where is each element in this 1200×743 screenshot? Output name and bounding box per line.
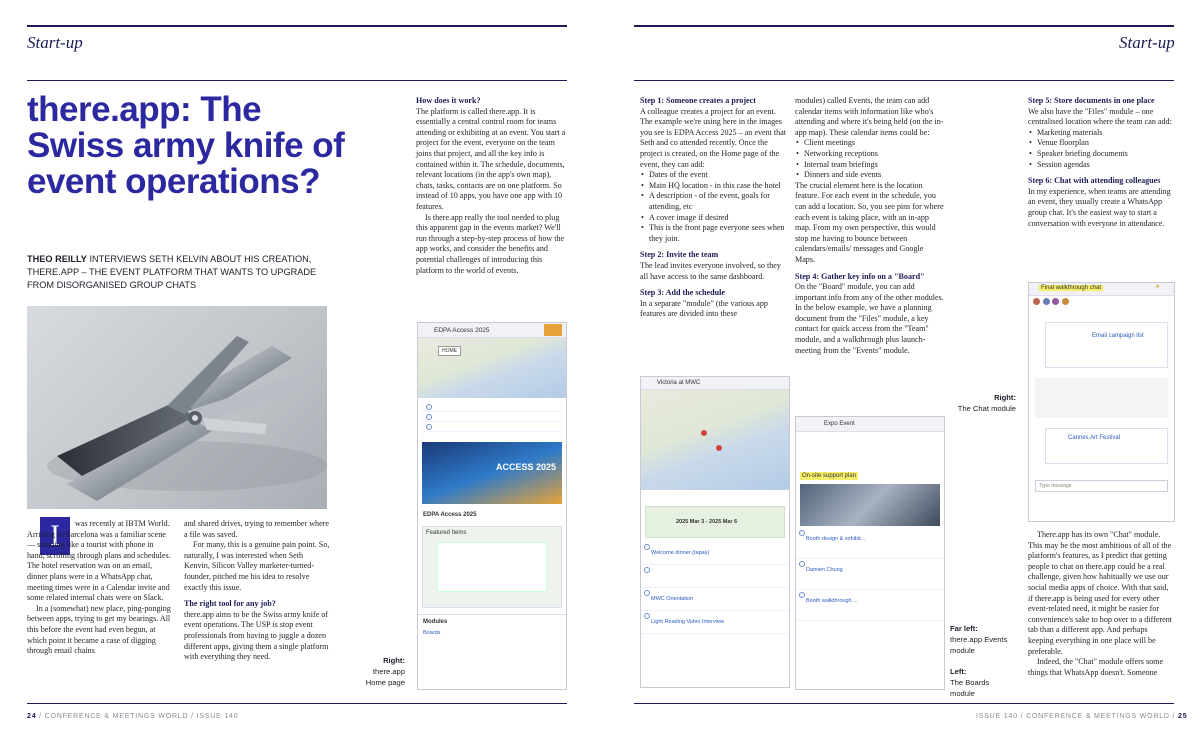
footer-rule-right [634, 703, 1174, 704]
event-item-3[interactable] [641, 611, 789, 634]
section-label-left: Start-up [27, 33, 83, 52]
modules-label: Modules [418, 614, 566, 629]
top-rule-left [27, 25, 567, 27]
header-rule-left [27, 80, 567, 81]
caption-chat-label: Right: [994, 393, 1016, 402]
map-pin-icon[interactable] [716, 445, 722, 451]
step1-list-item: • Dates of the event [649, 170, 790, 181]
drop-cap: I [40, 517, 70, 555]
footer-right [976, 713, 1187, 720]
subhead-step-3: Step 3: Add the schedule [640, 288, 725, 298]
footer-left-text: / CONFERENCE & MEETINGS WORLD / ISSUE 140 [39, 713, 239, 720]
column-steps-5-6 [1028, 96, 1173, 229]
subhead-step-4: Step 4: Gather key info on a "Board" [795, 271, 925, 281]
chat-attachment-card[interactable] [1045, 322, 1168, 368]
top-rule-right [634, 25, 1174, 27]
board-contact[interactable] [796, 559, 944, 590]
board-item-1-label: Booth design & exhibit... [806, 536, 866, 542]
board-item-1[interactable] [796, 528, 944, 559]
project-detail-row [423, 422, 561, 432]
intro-paragraph-5: there.app aims to be the Swiss army knife of event operations. The USP is stop event professionals from having to juggle a dozen different apps, giving them a single platform with everything they need. [184, 609, 329, 662]
caption-chat [950, 392, 1016, 414]
boards-module-screenshot [795, 416, 945, 690]
step4-paragraph: On the "Board" module, you can add important info from any of the other modules. In the below example, we have a planning document from the "Files" module, a key contact for quick access from the "Team" module, and a walkthrough plus launch-meeting from the "Events" module. [795, 282, 944, 355]
events-topbar [641, 377, 789, 390]
column-steps-1-3 [640, 96, 790, 320]
intro-column-2 [184, 519, 330, 663]
events-title: Victoria at MWC [657, 380, 701, 386]
multitool-photo [27, 306, 327, 509]
step6-paragraph: In my experience, when teams are attending an event, they usually create a WhatsApp group chat. It's the easiest way to start a conversation with everyone in attendance. [1028, 186, 1171, 228]
standfirst [27, 253, 337, 292]
home-card-title: EDPA Access 2025 [423, 512, 477, 518]
caption-events-label: Far left: [950, 624, 978, 633]
column-chat-text [1028, 530, 1173, 678]
subhead-right-tool: The right tool for any job? [184, 599, 276, 609]
standfirst-text: INTERVIEWS SETH KELVIN ABOUT HIS CREATION, THERE.APP – THE EVENT PLATFORM THAT WANTS TO UPGRADE FROM DISORGANISED GROUP CHATS [27, 254, 317, 290]
event-date-range: 2025 Mar 3 - 2025 Mar 6 [676, 519, 738, 525]
step3-continued: modules) called Events, the team can add calendar items with information like who's attending and where it's being held (on the in-app map). These calendar items could be: [795, 96, 944, 137]
step1-list-item: • Main HQ location - in this case the hotel [649, 181, 790, 192]
how-paragraph-1: The platform is called there.app. It is essentially a central control room for teams attending or exhibiting at an event. You start a project for the event, everyone on the team joins that project, and all the key info is contained within it. The schedule, documents, relevant locations (in the app's own map), chats, tasks, contacts are on one platform. So instead of 10 apps, you have one app with 10 features. [416, 106, 566, 211]
events-map [641, 390, 789, 490]
calendar-list-item: • Internal team briefings [804, 160, 945, 171]
footer-left [27, 713, 238, 720]
calendar-list-item: • Client meetings [804, 138, 945, 149]
footer-rule-left [27, 703, 567, 704]
avatar [1052, 298, 1059, 305]
home-project-details [418, 398, 566, 436]
boards-link[interactable]: Boards [423, 630, 441, 636]
step1-list-item: • This is the front page everyone sees when they join. [649, 223, 790, 244]
event-item-3-label: Light Reading Video Interview [651, 619, 724, 625]
column-how-it-works [416, 96, 566, 276]
caption-boards-text: The Boards module [950, 678, 990, 698]
map-pin-icon[interactable] [701, 430, 707, 436]
chat-topbar [1029, 283, 1174, 296]
event-item-1[interactable] [641, 542, 789, 565]
board-item-2[interactable] [796, 590, 944, 621]
step1-paragraph: A colleague creates a project for an event. The example we're using here in the images you see is EDPA Access 2025 – an event that Seth and co attended recently. Once the project is created, on the Home page of the event, they can add: [640, 106, 787, 169]
step3-paragraph: In a separate "module" (the various app features are divided into these [640, 298, 768, 319]
avatar [1043, 298, 1050, 305]
featured-items-label[interactable]: Featured Items [426, 530, 467, 536]
chat-participants [1029, 296, 1174, 312]
cover-banner-text: ACCESS 2025 [495, 462, 556, 472]
board-photo [800, 484, 940, 526]
avatar [1033, 298, 1040, 305]
subhead-step-5: Step 5: Store documents in one place [1028, 96, 1155, 105]
step1-list [640, 170, 790, 244]
files-list-item: • Session agendas [1037, 160, 1173, 171]
intro-paragraph-1: was recently at IBTM World. Arriving in Barcelona was a familiar scene — standing like a tourist with phone in hand, scrolling through plans and schedules. The hotel reservation was on an email, dinner plans were in a WhatsApp chat, meeting times were in a Calendar invite and some related internal chats were on Slack. [27, 519, 171, 603]
step2-paragraph: The lead invites everyone involved, so they all have access to the same dashboard. [640, 260, 781, 281]
caption-boards [950, 666, 1010, 699]
board-item-2-label: Booth walkthrough ... [806, 598, 858, 604]
avatar [1062, 298, 1069, 305]
home-map [418, 338, 566, 398]
home-topbar [418, 323, 566, 338]
chat-paragraph-1: There.app has its own "Chat" module. This may be the most ambitious of all of the platform's features, as I predict that getting people to chat on there.app could be a real challenge, given how habitually we use our social media apps of choice. With that said, if there.app is being used for every other event-related need, it might be easier for convenience's sake to hop over to a different tab than a different app. And perhaps keeping everything in one place will be preferable. [1028, 530, 1173, 656]
board-title: Expo Event [824, 421, 855, 427]
event-date-card [645, 506, 785, 538]
footer-right-text: ISSUE 140 / CONFERENCE & MEETINGS WORLD / [976, 713, 1176, 720]
chat-attachment-title: Email campaign list [1092, 333, 1144, 339]
caption-chat-text: The Chat module [957, 404, 1016, 413]
event-item-1-label: Welcome dinner (tapas) [651, 550, 710, 556]
chat-event-card[interactable] [1045, 428, 1168, 464]
files-list-item: • Speaker briefing documents [1037, 149, 1173, 160]
subhead-how-it-works: How does it work? [416, 96, 481, 105]
multitool-illustration [27, 306, 327, 509]
caption-boards-label: Left: [950, 667, 967, 676]
intro-column-1 [27, 519, 172, 657]
step1-list-item: • A cover image if desired [649, 213, 790, 224]
event-item-2[interactable] [641, 588, 789, 611]
intro-paragraph-4: For many, this is a genuine pain point. So, naturally, I was interested when Seth Kenvin, Silicon Valley marketer-turned-founder, pitched me his idea to resolve exactly this issue. [184, 540, 330, 592]
intro-paragraph-3: and shared drives, trying to remember where a file was saved. [184, 519, 329, 539]
chat-event-title: Cannes Art Festival [1068, 435, 1121, 441]
chat-module-screenshot [1028, 282, 1175, 522]
home-cover-image [422, 442, 562, 504]
intro-paragraph-2: In a (somewhat) new place, ping-ponging between apps, trying to get my bearings. All this before the event had even begun, at which point it became a case of digging through email chains [27, 603, 171, 656]
files-list [1028, 128, 1173, 170]
events-module-screenshot [640, 376, 790, 688]
star-icon[interactable]: ★ [1155, 284, 1160, 290]
how-paragraph-2: Is there.app really the tool needed to plug this apparent gap in the events market? We'll run through a step-by-step process of how the app works, and consider the benefits and potential challenges of introducing this platform to the world of events. [416, 212, 565, 275]
caption-home-text: there.app Home page [365, 667, 405, 687]
featured-items-panel [422, 526, 562, 608]
event-logo-icon [544, 324, 562, 336]
header-rule-right [634, 80, 1174, 81]
chat-message-text [1035, 378, 1168, 418]
board-contact-name: Damien Chung [806, 567, 843, 573]
home-page-screenshot [417, 322, 567, 690]
home-tab: HOME [438, 346, 461, 356]
caption-events [950, 623, 1010, 656]
files-list-item: • Marketing materials [1037, 128, 1173, 139]
event-item-blank[interactable] [641, 565, 789, 588]
author-name: THEO REILLY [27, 254, 87, 264]
chat-message-input[interactable]: Type message [1035, 480, 1168, 492]
subhead-step-1: Step 1: Someone creates a project [640, 96, 756, 105]
step5-paragraph: We also have the "Files" module – one centralised location where the team can add: [1028, 106, 1172, 127]
caption-home [360, 655, 405, 688]
calendar-list-item: • Dinners and side events [804, 170, 945, 181]
calendar-items-list [795, 138, 945, 180]
event-item-2-label: MWC Orientation [651, 596, 694, 602]
calendar-list-item: • Networking receptions [804, 149, 945, 160]
location-paragraph: The crucial element here is the location feature. For each event in the schedule, you can add a location. So, you see pins for where each event is taking place, with an in-app map. From my own perspective, this would stop me having to bounce between calendars/emails/ messages and Google Maps. [795, 180, 944, 264]
caption-home-label: Right: [383, 656, 405, 665]
caption-events-text: there.app Events module [950, 635, 1008, 655]
subhead-step-2: Step 2: Invite the team [640, 250, 719, 260]
board-topbar [796, 417, 944, 432]
chat-paragraph-2: Indeed, the "Chat" module offers some things that WhatsApp doesn't. Someone [1028, 657, 1164, 677]
page-number-left: 24 [27, 713, 37, 720]
step1-list-item: • A description - of the event, goals for attending, etc [649, 191, 790, 212]
article-headline: there.app: The Swiss army knife of event operations? [27, 90, 345, 201]
column-steps-3-4 [795, 96, 945, 356]
featured-item-card[interactable] [437, 542, 547, 592]
project-detail-row [423, 412, 561, 422]
chat-title: Final walkthrough chat [1041, 285, 1102, 291]
files-list-item: • Venue floorplan [1037, 138, 1173, 149]
board-tag[interactable]: On-site support plan [802, 473, 857, 479]
page-number-right: 25 [1178, 713, 1188, 720]
section-label-right: Start-up [1119, 33, 1175, 52]
subhead-step-6: Step 6: Chat with attending colleagues [1028, 176, 1161, 186]
project-detail-row [423, 402, 561, 412]
home-title: EDPA Access 2025 [434, 327, 490, 334]
